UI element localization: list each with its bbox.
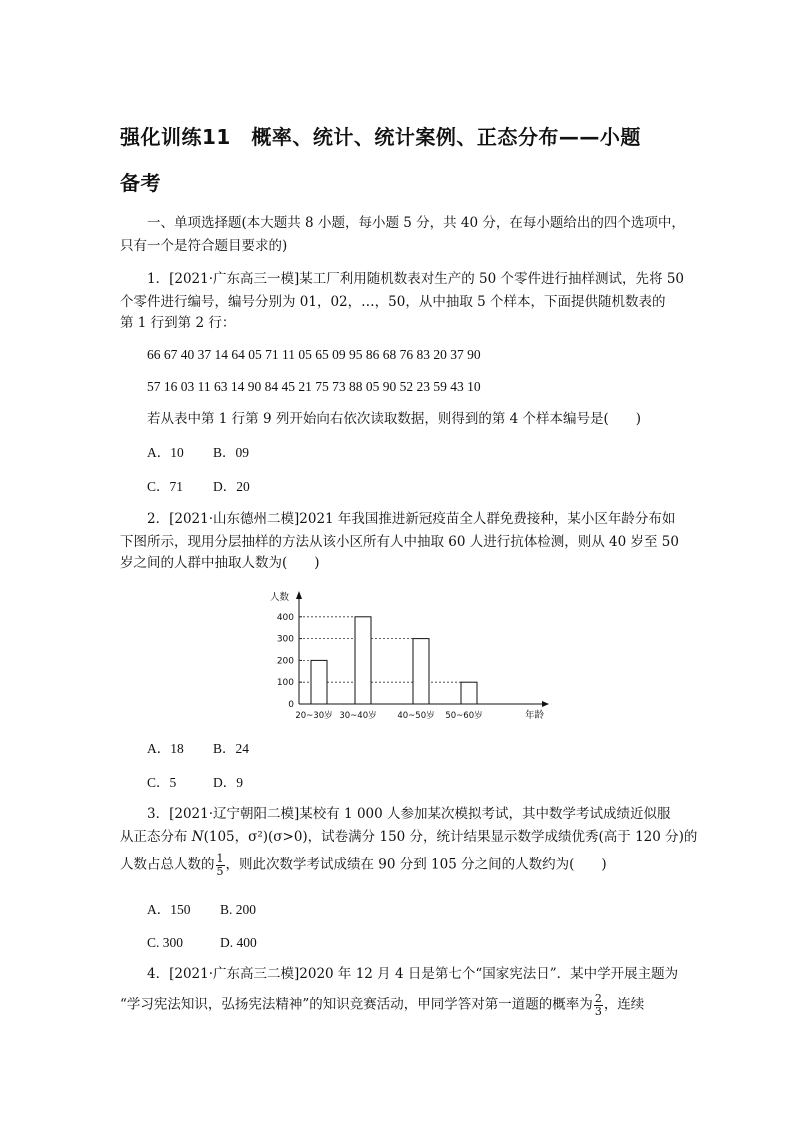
- fraction-denominator: 5: [216, 864, 224, 878]
- q1-option-a: A．10: [147, 445, 184, 460]
- q3-text: (105，σ²)(σ>0)，试卷满分 150 分，统计结果显示数学成绩优秀(高于 120 分)的: [203, 829, 698, 845]
- normal-dist-symbol: N: [191, 829, 204, 845]
- q2-stem-line3: 岁之间的人群中抽取人数为( ): [120, 555, 320, 571]
- section-heading-continued: 只有一个是符合题目要求的): [120, 238, 288, 254]
- bar: [355, 617, 371, 704]
- bar: [461, 682, 477, 704]
- random-table-row2: 57 16 03 11 63 14 90 84 45 21 75 73 88 05 90 52 23 59 43 10: [147, 379, 481, 394]
- q3-text: 从正态分布: [120, 829, 192, 845]
- y-tick-label: 100: [276, 678, 294, 689]
- y-tick-label: 0: [288, 700, 294, 710]
- bar: [311, 660, 327, 704]
- q1-option-c: C．71: [147, 479, 184, 494]
- page-title: 强化训练11 概率、统计、统计案例、正态分布——小题: [120, 125, 641, 149]
- fraction-denominator: 3: [594, 1004, 602, 1018]
- fraction-numerator: 2: [594, 992, 602, 1005]
- q3-text: 人数占总人数的: [120, 856, 215, 873]
- y-tick-label: 200: [276, 656, 294, 667]
- q2-option-c: C．5: [147, 775, 177, 790]
- q2-stem-line1: 2．[2021·山东德州二模]2021 年我国推进新冠疫苗全人群免费接种，某小区年龄分布如: [147, 511, 676, 527]
- q3-stem-line3: [120, 853, 607, 877]
- q2-option-b: B．24: [213, 741, 250, 756]
- q4-stem-line2: [120, 993, 644, 1017]
- q3-text: ，则此次数学考试成绩在 90 分到 105 分之间的人数约为( ): [225, 856, 607, 873]
- q4-stem-line1: 4．[2021·广东高三二模]2020 年 12 月 4 日是第七个“国家宪法日”．某中学开展主题为: [147, 966, 679, 982]
- q1-option-d: D．20: [213, 479, 250, 494]
- fraction-numerator: 1: [216, 852, 224, 865]
- q1-stem-line3: 第 1 行到第 2 行：: [120, 315, 236, 331]
- page-title-continued: 备考: [120, 171, 161, 195]
- x-axis-label: 年龄: [525, 710, 545, 721]
- q3-option-c: C. 300: [147, 935, 184, 950]
- q1-option-b: B．09: [213, 445, 250, 460]
- x-category-label: 40~50岁: [397, 711, 435, 721]
- q4-text: ，连续: [603, 996, 645, 1013]
- q1-stem-line1: 1．[2021·广东高三一模]某工厂利用随机数表对生产的 50 个零件进行抽样测试，先将 50: [147, 271, 684, 287]
- age-distribution-chart: [262, 586, 552, 724]
- fraction-two-thirds: [594, 993, 603, 1017]
- q3-option-d: D. 400: [220, 935, 257, 950]
- y-axis-arrow: [296, 591, 302, 599]
- x-axis-arrow: [542, 701, 549, 707]
- q3-stem-line2: [120, 831, 697, 845]
- q3-option-b: B. 200: [220, 902, 257, 917]
- x-category-label: 50~60岁: [445, 711, 483, 721]
- bar: [413, 639, 429, 704]
- x-category-label: 30~40岁: [339, 711, 377, 721]
- q1-question: 若从表中第 1 行第 9 列开始向右依次读取数据，则得到的第 4 个样本编号是( ): [147, 411, 642, 427]
- fraction-one-fifth: [216, 853, 225, 877]
- q4-text: “学习宪法知识，弘扬宪法精神”的知识竞赛活动，甲同学答对第一道题的概率为: [120, 996, 593, 1013]
- section-heading: 一、单项选择题(本大题共 8 小题，每小题 5 分，共 40 分，在每小题给出的四个选项中，: [147, 215, 685, 231]
- y-axis-label: 人数: [270, 592, 290, 603]
- chart-bars: [311, 617, 477, 704]
- q1-stem-line2: 个零件进行编号，编号分别为 01，02，…，50，从中抽取 5 个样本，下面提供随机数表的: [120, 294, 666, 310]
- q2-option-d: D．9: [213, 775, 243, 790]
- q2-stem-line2: 下图所示，现用分层抽样的方法从该小区所有人中抽取 60 人进行抗体检测，则从 40 岁至 50: [120, 534, 679, 550]
- random-table-row1: 66 67 40 37 14 64 05 71 11 05 65 09 95 86 68 76 83 20 37 90: [147, 347, 481, 362]
- q3-option-a: A．150: [147, 902, 191, 917]
- q3-stem-line1: 3．[2021·辽宁朝阳二模]某校有 1 000 人参加某次模拟考试，其中数学考试成绩近似服: [147, 806, 671, 822]
- x-category-label: 20~30岁: [295, 711, 333, 721]
- y-tick-label: 300: [276, 634, 294, 645]
- y-tick-label: 400: [276, 612, 294, 623]
- q2-option-a: A．18: [147, 741, 184, 756]
